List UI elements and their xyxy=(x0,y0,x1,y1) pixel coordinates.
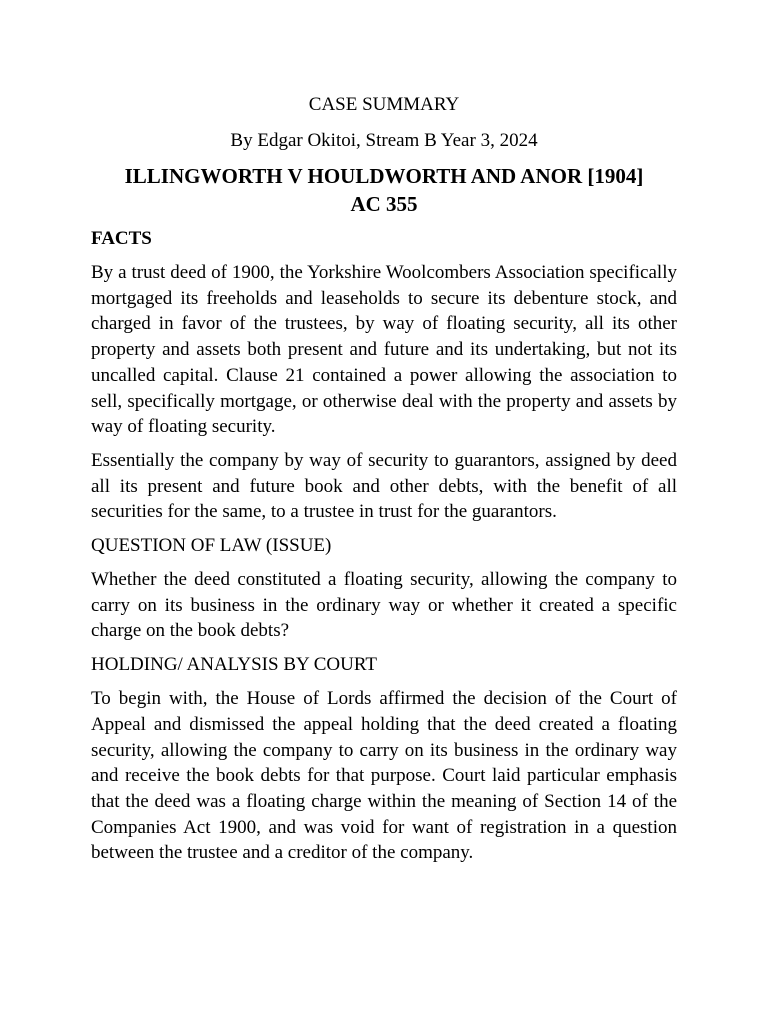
document-page xyxy=(91,92,677,866)
facts-paragraph-2: Essentially the company by way of security to guarantors, assigned by deed all its present and future book and other debts, with the benefit of all securities for the same, to a trustee in trust for the guarantors. xyxy=(91,449,677,523)
case-title-line-2: AC 355 xyxy=(350,192,418,216)
case-title xyxy=(91,162,677,218)
holding-paragraph: To begin with, the House of Lords affirmed the decision of the Court of Appeal and dismissed the appeal holding that the deed created a floating security, allowing the company to carry on its business in the ordinary way and receive the book debts for that purpose. Court laid particular emphasis that the deed was a floating charge within the meaning of Section 14 of the Companies Act 1900, and was void for want of registration in a question between the trustee and a creditor of the company. xyxy=(91,688,677,864)
holding-heading: HOLDING/ ANALYSIS BY COURT xyxy=(91,654,378,676)
author-byline: By Edgar Okitoi, Stream B Year 3, 2024 xyxy=(230,130,538,151)
document-kicker: CASE SUMMARY xyxy=(308,94,460,115)
issue-paragraph: Whether the deed constituted a floating security, allowing the company to carry on its business in the ordinary way or whether it created a specific charge on the book debts? xyxy=(91,569,677,642)
case-title-line-1: ILLINGWORTH V HOULDWORTH AND ANOR [1904] xyxy=(124,164,644,188)
facts-paragraph-1: By a trust deed of 1900, the Yorkshire Woolcombers Association specifically mortgaged its freeholds and leaseholds to secure its debenture stock, and charged in favor of the trustees, by way of floating security, all its other property and assets both present and future and its undertaking, but not its uncalled capital. Clause 21 contained a power allowing the association to sell, specifically mortgage, or otherwise deal with the property and assets by way of floating security. xyxy=(91,262,677,438)
issue-heading: QUESTION OF LAW (ISSUE) xyxy=(91,535,332,557)
facts-heading: FACTS xyxy=(91,228,152,249)
